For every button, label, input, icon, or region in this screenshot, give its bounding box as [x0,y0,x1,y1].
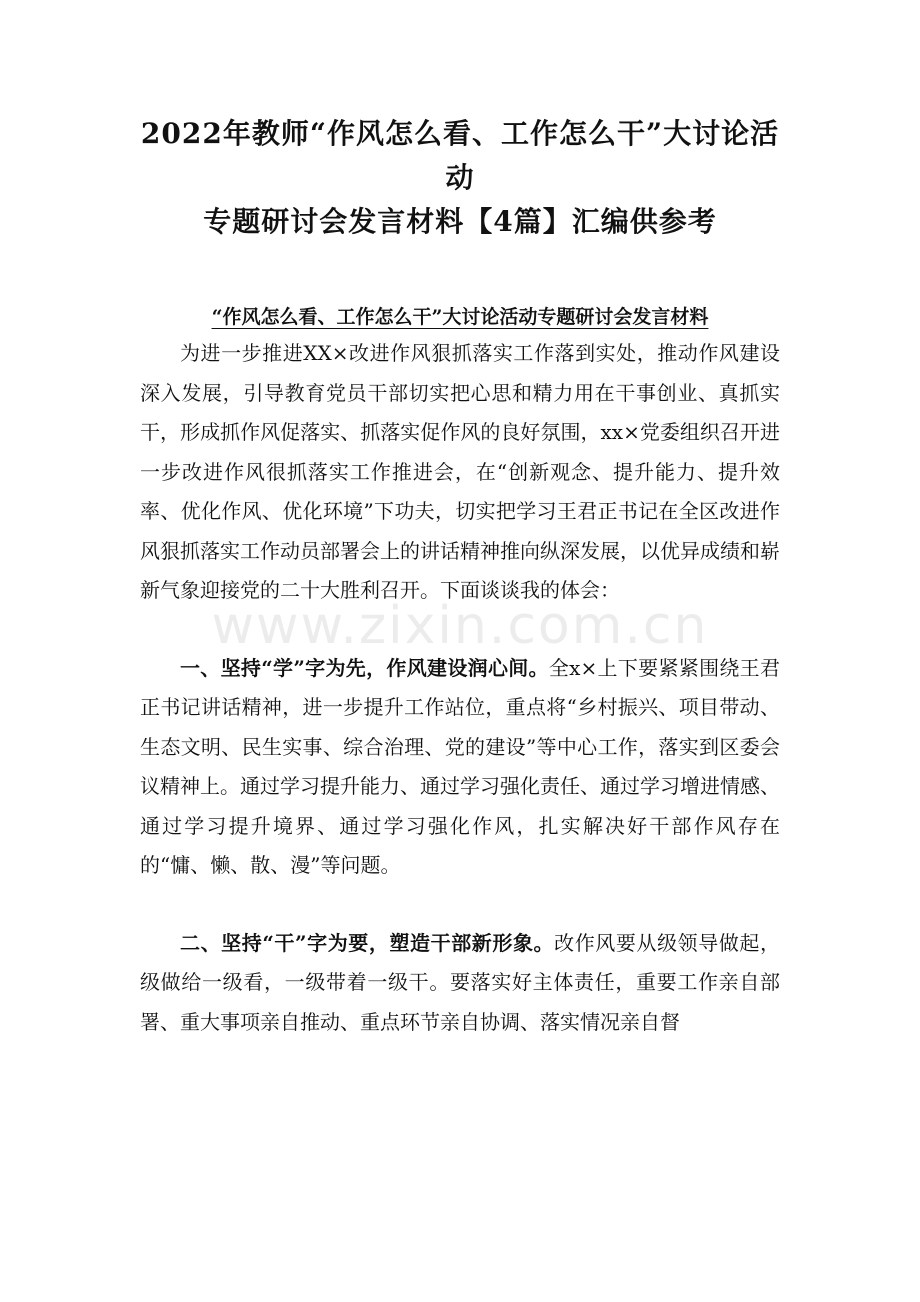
paragraph-point-2-heading: 二、坚持“干”字为要，塑造干部新形象。 [180,930,555,955]
paragraph-point-1-text: 全x×上下要紧紧围绕王君正书记讲话精神，进一步提升工作站位，重点将“乡村振兴、项目带动、生态文明、民生实事、综合治理、党的建设”等中心工作，落实到区委会议精神上。通过学习提升能力、通过学习强化责任、通过学习增进情感、通过学习提升境界、通过学习强化作风，扎实解决好干部作风存在的“慵、懒、散、漫”等问题。 [140,655,780,877]
paragraph-point-1-heading: 一、坚持“学”字为先，作风建设润心间。 [180,655,549,680]
site-watermark: www.zixin.com.cn [211,596,709,656]
document-title-line-1: 2022年教师“作风怎么看、工作怎么干”大讨论活动 [140,117,780,194]
paragraph-point-2-text: 改作风要从级领导做起，级做给一级看，一级带着一级干。要落实好主体责任，重要工作亲自部署、重大事项亲自推动、重点环节亲自协调、落实情况亲自督 [140,930,780,1034]
paragraph-point-1 [140,649,780,886]
document-title-line-2: 专题研讨会发言材料【4篇】汇编供参考 [203,205,717,238]
paragraph-intro [140,334,780,611]
paragraph-intro-text: 为进一步推进XX×改进作风狠抓落实工作落到实处，推动作风建设深入发展，引导教育党员干部切实把心思和精力用在干事创业、真抓实干，形成抓作风促落实、抓落实促作风的良好氛围，xx×党委组织召开进一步改进作风很抓落实工作推进会，在“创新观念、提升能力、提升效率、优化作风、优化环境”下功夫，切实把学习王君正书记在全区改进作风狠抓落实工作动员部署会上的讲话精神推向纵深发展，以优异成绩和崭新气象迎接党的二十大胜利召开。下面谈谈我的体会： [140,341,780,602]
section-subtitle: “作风怎么看、工作怎么干”大讨论活动专题研讨会发言材料 [211,306,709,328]
document-title [140,112,780,244]
paragraph-point-2 [140,924,780,1043]
